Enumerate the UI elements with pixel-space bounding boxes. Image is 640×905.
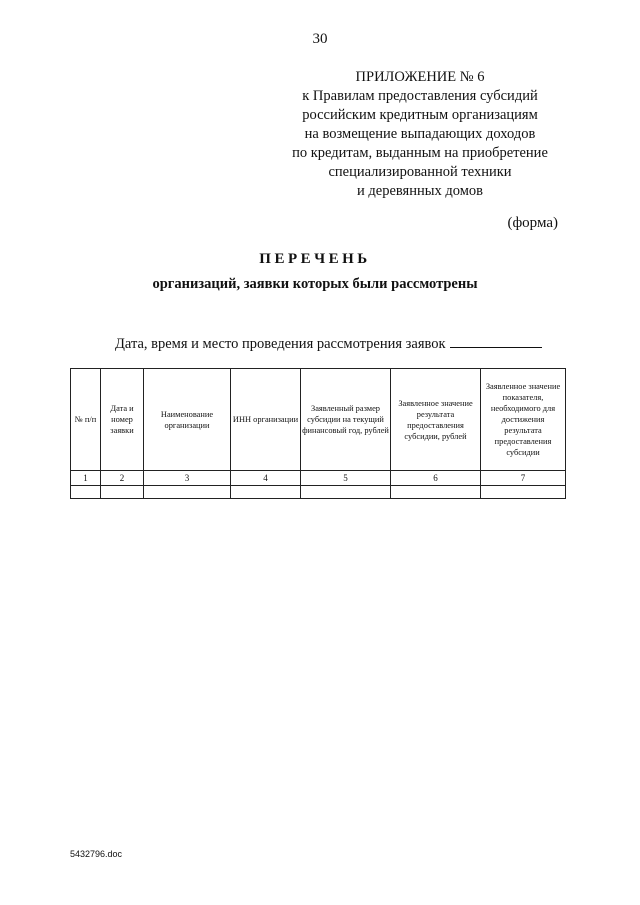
table-cell [301, 486, 391, 499]
table-header-cell: Дата и номер заявки [101, 369, 144, 471]
review-date-blank [450, 335, 542, 348]
document-title: ПЕРЕЧЕНЬ [259, 251, 371, 267]
table-header-cell: Заявленное значение показателя, необходимого для достижения результата предоставления субсидии [481, 369, 566, 471]
column-number: 6 [391, 471, 481, 486]
appendix-line: и деревянных домов [357, 183, 483, 199]
review-date-line [115, 335, 542, 353]
table-header-cell: Наименование организации [144, 369, 231, 471]
column-number: 2 [101, 471, 144, 486]
appendix-line: российским кредитным организациям [302, 107, 538, 123]
appendix-header [270, 68, 570, 201]
table-cell [391, 486, 481, 499]
table-cell [481, 486, 566, 499]
column-number: 5 [301, 471, 391, 486]
file-name-footer: 5432796.doc [70, 849, 123, 859]
table-header-cell: Заявленный размер субсидии на текущий финансовый год, рублей [301, 369, 391, 471]
page-number: 30 [312, 31, 328, 47]
appendix-line: к Правилам предоставления субсидий [302, 88, 538, 104]
appendix-line: на возмещение выпадающих доходов [304, 126, 536, 142]
document-subtitle: организаций, заявки которых были рассмотрены [152, 276, 478, 292]
appendix-line: ПРИЛОЖЕНИЕ № 6 [355, 69, 485, 85]
review-date-label: Дата, время и место проведения рассмотрения заявок [115, 336, 446, 352]
column-number: 7 [481, 471, 566, 486]
form-label: (форма) [507, 215, 558, 231]
column-number: 1 [71, 471, 101, 486]
table-cell [101, 486, 144, 499]
table-cell [231, 486, 301, 499]
table-header-row [71, 369, 566, 471]
appendix-line: специализированной техники [328, 164, 512, 180]
table-cell [144, 486, 231, 499]
table-header-cell: Заявленное значение результата предоставления субсидии, рублей [391, 369, 481, 471]
column-number: 4 [231, 471, 301, 486]
organizations-table [70, 368, 566, 499]
table-cell [71, 486, 101, 499]
column-number: 3 [144, 471, 231, 486]
table-row [71, 486, 566, 499]
table-number-row [71, 471, 566, 486]
appendix-line: по кредитам, выданным на приобретение [292, 145, 548, 161]
table-header-cell: ИНН организации [231, 369, 301, 471]
table-header-cell: № п/п [71, 369, 101, 471]
